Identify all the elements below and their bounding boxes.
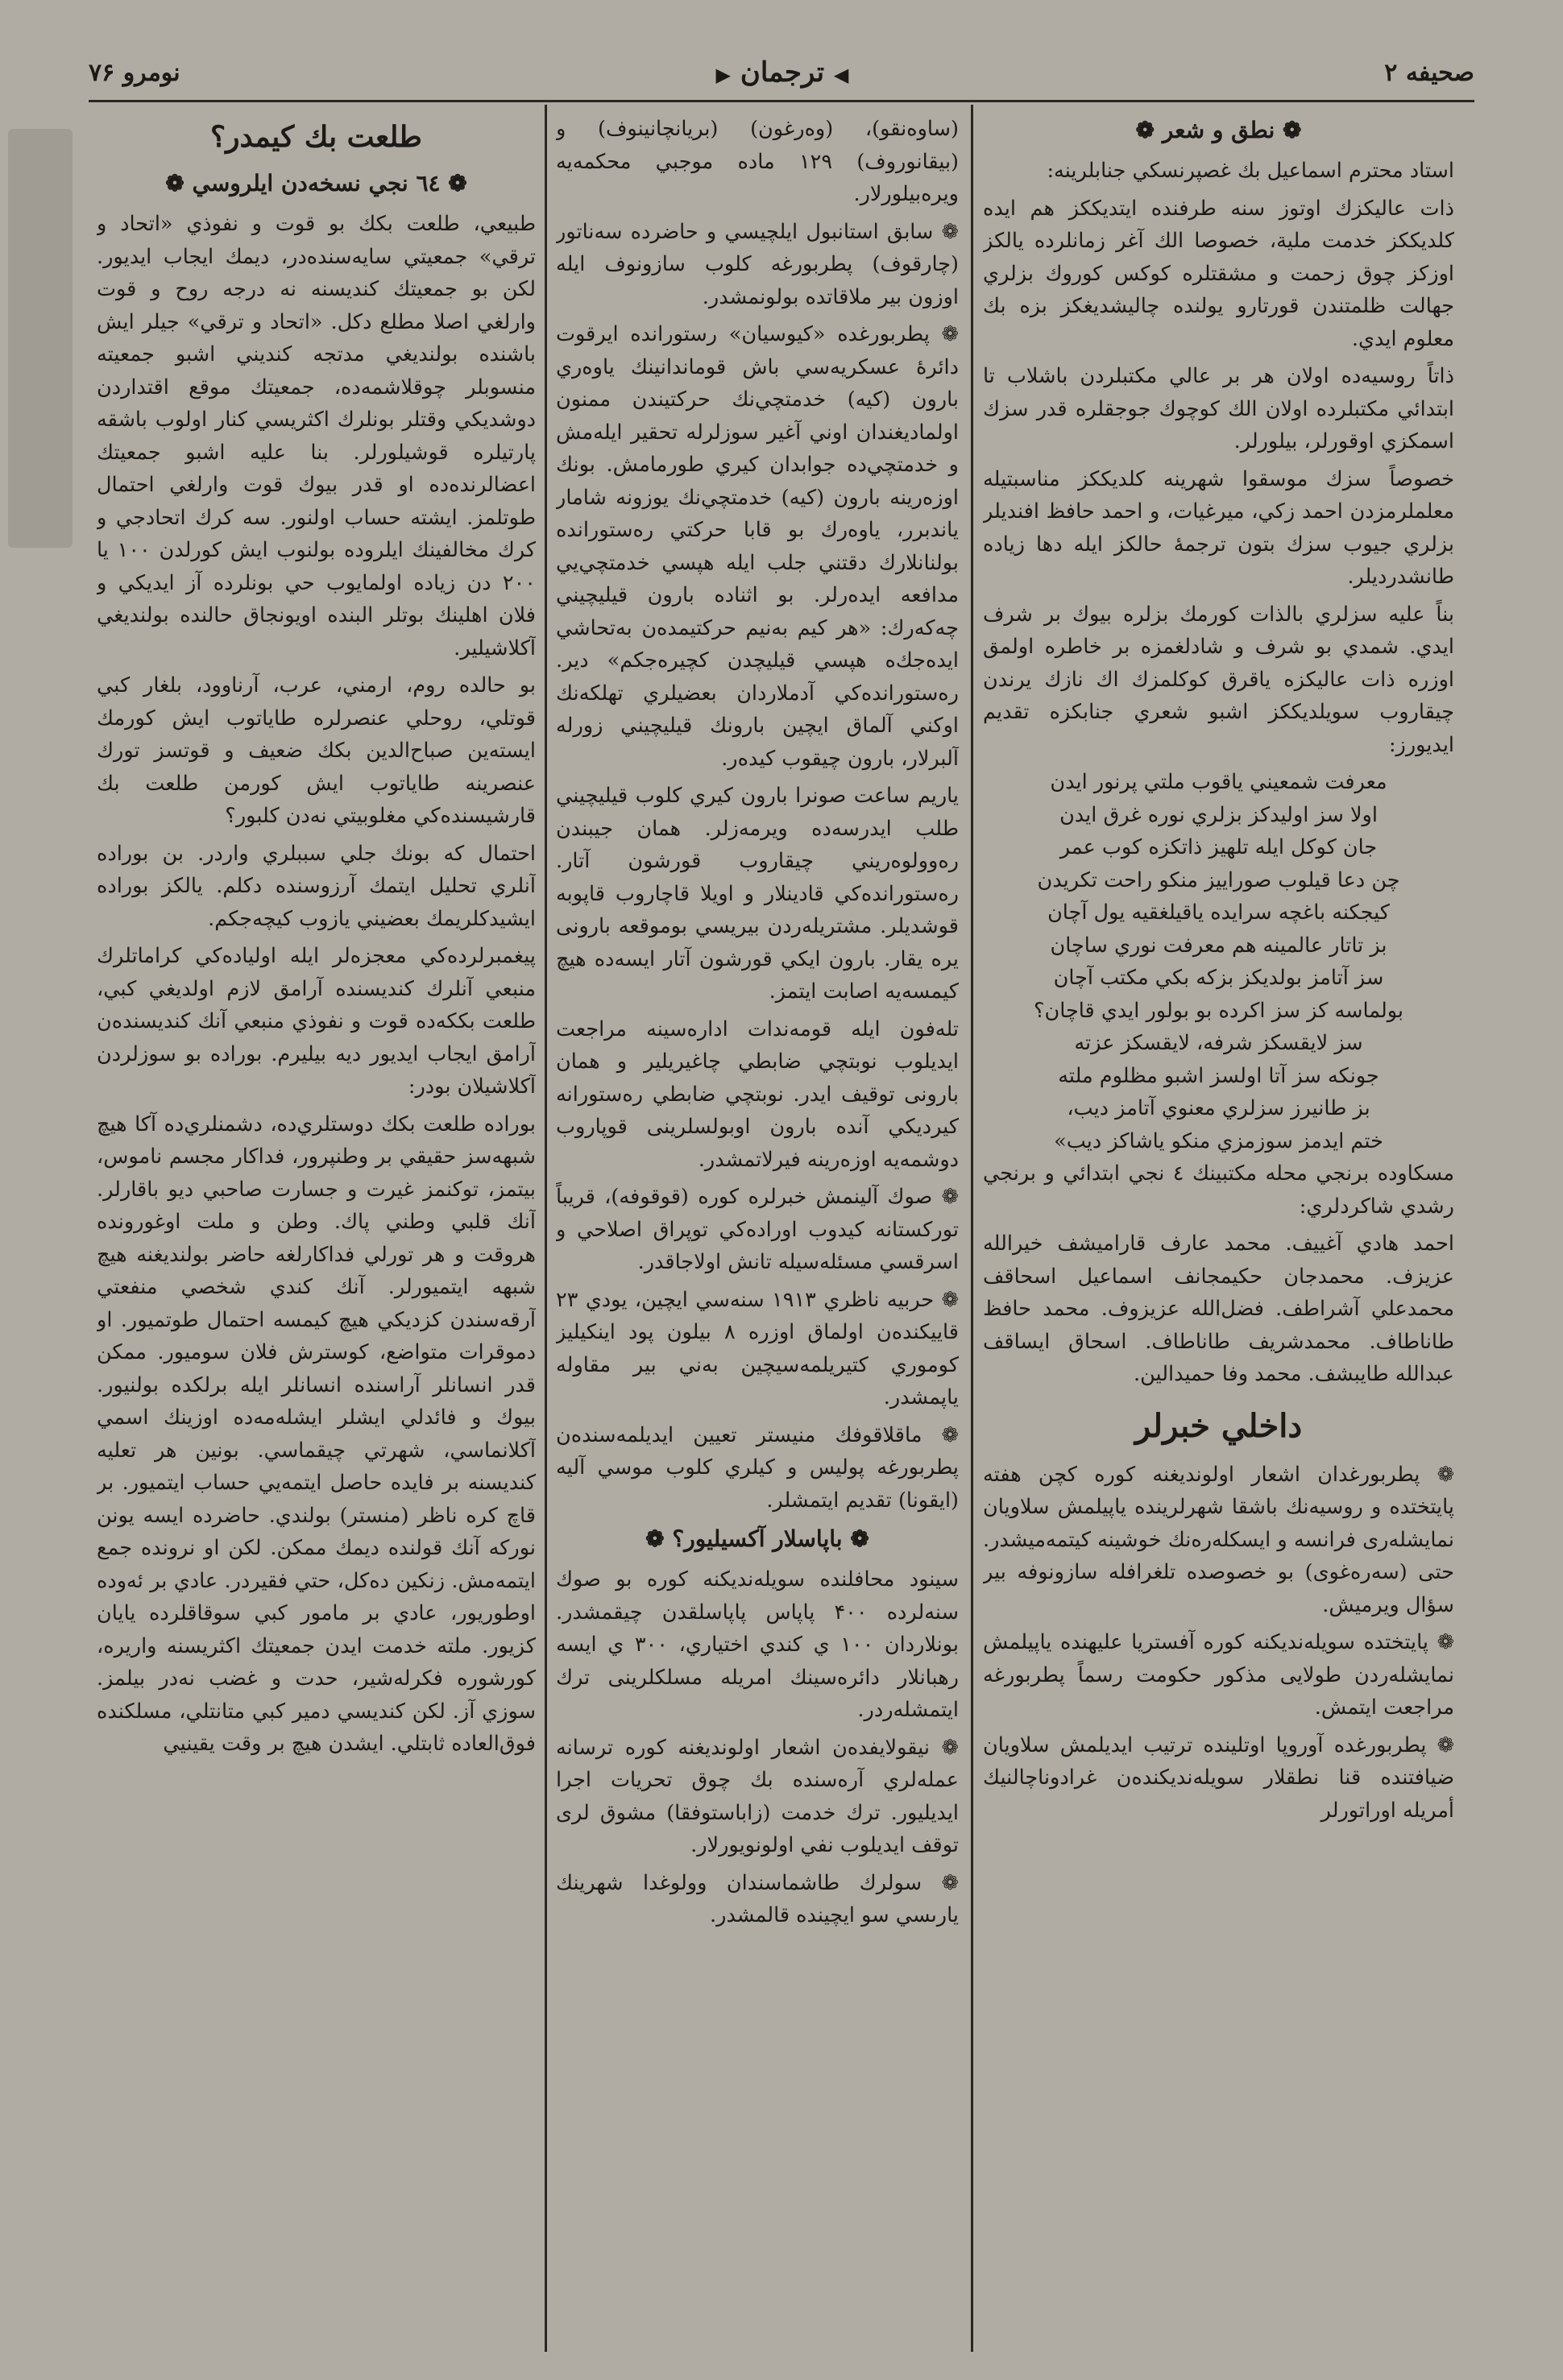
paragraph: بناً عليه سزلري بالذات كورمك بزلره بيوك بر شرف ايدي. شمدي بو شرف و شادلغمزه بر خاطره اولمق اوزره ذات عاليكزه ياقرق كوكلمزك اك نازك يرندن چيقاروب سويلديككز اشبو شعري جنابكزه تقديم ايديورز: xyxy=(983,602,1454,757)
page-header xyxy=(89,50,1474,95)
news-item: ❁ پطربورغدان اشعار اولوندیغنه کوره کچن هفته پایتختده و روسیه‌نك باشقا شهرلرینده یاپیلمش سلاویان نمایشله‌ری فرانسه و ایسکله‌ره‌نك خوشینه کیتمه‌میشدر. حتی (سه‌ره‌غوی) بو خصوصده تلغرافله سازونوفه بیر سؤال ویرمیش. xyxy=(983,1462,1454,1617)
poem-line: كيجكنه باغچه سرايده ياقيلغقيه يول آچان xyxy=(1047,900,1390,925)
poem-line: جونكه سز آتا اولسز اشبو مظلوم ملته xyxy=(1058,1063,1379,1088)
news-item: ❁ صوك آلينمش خبرلره كوره (قوقوفه)، قريباً توركستانه كيدوب اوراده‌كي توپراق اصلاحي و اسرقسي مسئله‌سيله تانش اولاجاقدر. xyxy=(556,1185,959,1274)
article-subtitle: ❁ ٦٤ نجي نسخه‌دن ايلروسي ❁ xyxy=(165,170,467,197)
paragraph: بو حالده روم، ارمني، عرب، آرناوود، بلغار كبي قوتلي، روحلي عنصرلره طاياتوب ايش كورمك ايسته‌ين صباح‌الدين بكك ضعيف و قوتسز تورك عنصرينه طاياتوب ايش كورمن طلعت بك قارشيسنده‌كي مغلوبيتي نه‌دن كلبور؟ xyxy=(97,673,536,828)
paragraph: بوراده طلعت بكك دوستلري‌ده، دشمنلري‌ده آكا هيچ شبهه‌سز حقيقي بر وطنپرور، فداكار مجسم ناموس، بيتمز، توكنمز غيرت و جسارت صاحبي ديو باقارلر. آنك قلبي وطني پاك. وطن و ملت اوغورونده هروقت و هر تورلي فداكارلغه حاضر بولنديغنه هيچ شبهه ايتميورلر. آنك كندي شخصي منفعتي آرقه‌سندن كزديكي هيچ كيمسه احتمال طوتميور. او دموقرات متواضع، كوسترش فلان سوميور. ممكن قدر انسانلر آراسنده انسانلر ايله برلكده بولنيور. بيوك و فائدلي ايشلر ايشله‌مه‌ده اوزينك اسمي آكلانماسي، شهرتي چيقماسي. بونين هر تعليه كنديسنه بر فايده حاصل ايتمه‌يي حساب ايتميور. بر قاچ كره ناظر (منستر) بولندي. حاضرده ايسه يونن نوركه آنك قولنده ديمك ممكن. لكن او نرونده جمع ايتمه‌مش. زنكين ده‌كل، حتي فقيردر. عادي بر ئه‌وده اوطوريور، عادي بر مامور كبي سوقاقلرده يايان كزيور. ملته خدمت ايدن جمعيتك اكثريسنه واريره، كورشوره فكرله‌شير، حدت و غضب نه‌در بيلمز. سوزي آز. لكن كنديسي دمير كبي متانتلي، مسلكنده فوق‌العاده ثابتلي. ايشدن هيچ بر وقت يقينيي xyxy=(97,1111,536,1756)
paragraph: ياريم ساعت صونرا بارون كيري كلوب قيليچيني طلب ايدرسه‌ده ويرمه‌زلر. همان جيبندن ره‌وولوه‌ريني چيقاروب قورشون آتار. ره‌ستورانده‌كي قادينلار و اويلا قاچاروب قاپوبه قوشديلر. مشتريله‌ردن بيريسي بوموقعه بارونى يره يقار. بارون ايكي قورشون آتار ايسه‌ده هيچ كيمسه‌يه اصابت ايتمز. xyxy=(556,784,959,1004)
news-item: ❁ پایتختده سویله‌ندیکنه کوره آفستریا علیهنده یاپیلمش نمایشله‌ردن طولایی مذکور حکومت رسماً پطربورغه مراجعت ایتمش. xyxy=(983,1630,1454,1720)
issue-number-label: نومرو ۷۶ xyxy=(89,58,180,87)
poem-line: معرفت شمعيني ياقوب ملتي پرنور ايدن xyxy=(1050,770,1387,794)
news-item: ❁ حربيه ناظري ۱۹۱۳ سنه‌سي ايچين، يودي ۲۳ قاييكنده‌ن اولماق اوزره ۸ بيلون پود اينكيليز كوموري كتيريلمه‌سيچين به‌ني بير مقاوله ياپمشدر. xyxy=(556,1287,959,1409)
column-divider-left xyxy=(545,105,547,2352)
left-column xyxy=(97,113,536,2344)
page-number-label: صحيفه ۲ xyxy=(1384,58,1474,87)
poem-line: اولا سز اوليدكز بزلري نوره غرق ايدن xyxy=(1059,802,1378,827)
header-rule xyxy=(89,100,1474,102)
column-divider-right xyxy=(971,105,973,2352)
poem-line: سز لايقسكز شرفه، لايقسكز عزته xyxy=(1074,1031,1363,1055)
section-title-domestic-news: داخلي خبرلر xyxy=(1134,1406,1303,1445)
paragraph: مسكاوده برنجي محله مكتبينك ٤ نجي ابتدائي و برنجي رشدي شاكردلري: xyxy=(983,1161,1454,1219)
right-column xyxy=(983,113,1454,2344)
paragraph: استاد محترم اسماعيل بك غصپرنسكي جنابلرينه: xyxy=(1047,159,1454,183)
news-item: ❁ ماقلاقوفك منيستر تعيين ايديلمه‌سنده‌ن پطربورغه پوليس و كيلري كلوب موسي آليه (ايقونا) تقديم ايتمشلر. xyxy=(556,1422,959,1513)
paragraph: تله‌فون ايله قومه‌ندات اداره‌سينه مراجعت ايديلوب نوبتچي ضابطي چاغيريلير و همان بارونى توقيف ايدر. نوبتچي ضابطي ره‌ستورانه كيرديكي آنده بارون اوبولسلرينى قوپاروب دوشمه‌يه اوزه‌رينه فيرلاتمشدر. xyxy=(556,1016,959,1172)
paragraph: احتمال كه بونك جلي سببلري واردر. بن بوراده آنلري تحليل ايتمك آرزوسنده دكلم. يالكز بوراده ايشيدكلريمك بعضيني يازوب كيچه‌جكم. xyxy=(97,841,536,931)
poem-line: ختم ايدمز سوزمزي منكو ياشاكز ديب» xyxy=(1054,1128,1383,1153)
paragraph: خصوصاً سزك موسقوا شهرينه كلديككز مناسبتيله معلملرمزدن احمد زكي، ميرغيات، و احمد حافظ افنديلر بزلري جيوب سزك بتون ترجمهٔ حالكز ايله دها زياده طانشدرديلر. xyxy=(983,466,1454,589)
poem-line: چن دعا قيلوب صوراييز منكو راحت تكريدن xyxy=(1037,867,1400,892)
paragraph: (ساوه‌نقو)، (وه‌رغون) (بريانچانينوف) و (بيقانوروف) ۱۲۹ ماده موجبي محكمه‌يه ويره‌بيلورلار. xyxy=(556,117,959,206)
poem-line: بز طانيرز سزلري معنوي آتامز ديب، xyxy=(1067,1096,1370,1120)
paragraph: سينود محافلنده سويله‌نديكنه كوره بو صوك سنه‌لرده ۴۰۰ پاپاس پاپاسلقدن چيقمشدر. بونلاردان ۱۰۰ ي كندي اختياري، ۳۰۰ ي ايسه رهبانلار دائره‌سينك امريله مسلكلرينى ترك ايتمشله‌ردر. xyxy=(556,1567,959,1722)
paragraph: ذات عاليكزك اوتوز سنه طرفنده ايتديككز هم ايده كلديككز خدمت ملية، خصوصا الك آغر زمانلرده يالكز اوزكز چوق زحمت و مشقتلره كوكس كوروك بزلري جهالت ظلمتندن قورتارو يولنده چاليشديغكز بزه بك معلوم ايدي. xyxy=(983,196,1454,351)
news-item: ❁ نيقولايفده‌ن اشعار اولونديغنه كوره ترسانه عمله‌لري آره‌سنده بك چوق تحريات اجرا ايديليور. ترك خدمت (زاباستوفقا) مشوق لرى توقف ايديلوب نفي اولونويورلار. xyxy=(556,1735,959,1857)
middle-column xyxy=(556,113,959,2344)
paragraph: طبيعي، طلعت بكك بو قوت و نفوذي «اتحاد و ترقي» جمعيتي سايه‌سنده‌در، ديمك ايجاب ايديور. لكن بو جمعيتك كنديسنه نه درجه روح و قوت وارلغي اصلا مطلع دكل. «اتحاد و ترقي» جيلر ايش باشنده بولنديغي مدتجه كنديني اشبو جمعيته منسوبلر چوقلاشمه‌ده، جمعيتك موقع اقتداردن دوشديكي وقتلر بونلرك اكثريسي كنار اولوب باشقه پارتيلره قوشيلورلر. بنا عليه اشبو جمعيتك اعضالرنده‌ده او قدر بيوك قوت وارلغي احتمال طوتلمز. ايشته حساب اولنور. سه كرك اتحادجي و كرك مخالفينك ايلروده بولنوب ايش كورلدن ۱۰۰ يا ۲۰۰ دن زياده اولمايوب حي بونلرده آز ايديكي و فلان اهلينك بوتلر البنده اويونجاق حالنده بولنديغي آكلاشيلير. xyxy=(97,212,536,660)
paragraph: ذاتاً روسيه‌ده اولان هر بر عالي مكتبلردن باشلاب تا ابتدائي مكتبلرده اولان الك كوچوك جوجقلره قدر سزك اسمكزي اوقورلر، بيلورلر. xyxy=(983,364,1454,453)
poem-line: سز آتامز بولديكز بزكه بكي مكتب آچان xyxy=(1053,966,1384,990)
signatures: احمد هادي آغييف. محمد عارف قاراميشف خيرالله عزيزف. محمدجان حكيمجانف اسماعيل اسحاقف محمدعلي آشراطف. فضل‌الله عزيزوف. محمد حافظ طاناطاف. محمدشريف طاناطاف. اسحاق ايساقف عبدالله طايبشف. محمد وفا حميدالين. xyxy=(983,1231,1454,1386)
article-title: طلعت بك كيمدر؟ xyxy=(210,120,422,154)
news-item: ❁ سولرك طاشماسندان وولوغدا شهرينك يارىسي سو ايچينده قالمشدر. xyxy=(556,1870,959,1927)
newspaper-title: ◀ ترجمان ▶ xyxy=(715,56,849,89)
poem-line: بولماسه كز سز اكرده بو بولور ايدي قاچان؟ xyxy=(1033,998,1404,1023)
poem-line: جان كوكل ايله تلهيز ذاتكزه كوب عمر xyxy=(1059,835,1378,859)
news-item: ❁ سابق استانبول ايلچيسي و حاضرده سه‌ناتور (چارقوف) پطربورغه كلوب سازونوف ايله اوزون بير ملاقاتده بولونمشدر. xyxy=(556,219,959,309)
news-item: ❁ پطربورغده آوروپا اوتلینده ترتیب ایدیلمش سلاویان ضیافتنده قنا نطقلار سویله‌ندیکنده‌ن غرادوناچالنيك أمریله اوراتورلر xyxy=(983,1732,1454,1823)
subsection-title: ❁ باپاسلار آكسيليور؟ ❁ xyxy=(645,1525,869,1552)
poem-line: بز تاتار عالمينه هم معرفت نوري ساچان xyxy=(1050,933,1387,958)
section-title-speech-poem: ❁ نطق و شعر ❁ xyxy=(1135,117,1302,143)
poem xyxy=(983,766,1454,1157)
paragraph: پيغمبرلرده‌كي معجزه‌لر ايله اولياده‌كي كراماتلرك منبعي آنلرك كنديسنده آرامق لازم اولديغي كبي، طلعت بككه‌ده قوت و نفوذي منبعي آنك كنديسنده‌ن آرامق ايجاب ايديور ديه بيليرم. بوراده بو سوزلردن آكلاشيلان بودر: xyxy=(97,944,536,1099)
library-stamp xyxy=(8,129,73,548)
news-item: ❁ پطربورغده «كيوسيان» رستورانده ايرقوت دائرهٔ عسكريه‌سي باش قوماندانينك ياوه‌ري بارون (كيه) خدمتچي‌نك حركتيندن ممنون اولماديغندان اوني آغير سوزلرله تحقير ايله‌مش و خدمتچي‌ده جوابدان كيري طورمامش. بونك اوزه‌رينه بارون (كيه) خدمتچي‌نك يوزونه شامار ياندبرر، ياوه‌رك بو قابا حركتي ره‌ستورانده بولنانلارك دقتني جلب ايله هپسي خدمتچي‌يي مدافعه ايده‌رلر. بو اثناده بارون قيليچيني چه‌كه‌رك: «هر كيم به‌نيم حركتيمده‌ن به‌تحاشي ايده‌جك‌ه هپسي قيليچدن كچيره‌جكم» دير. ره‌ستورانده‌كي آدملاردان بعضيلري تهلكه‌نك اوكني آلماق ايچين بارونك قيليچيني زورله آلبرلار، بارون چيقوب كيده‌ر. xyxy=(556,322,959,771)
